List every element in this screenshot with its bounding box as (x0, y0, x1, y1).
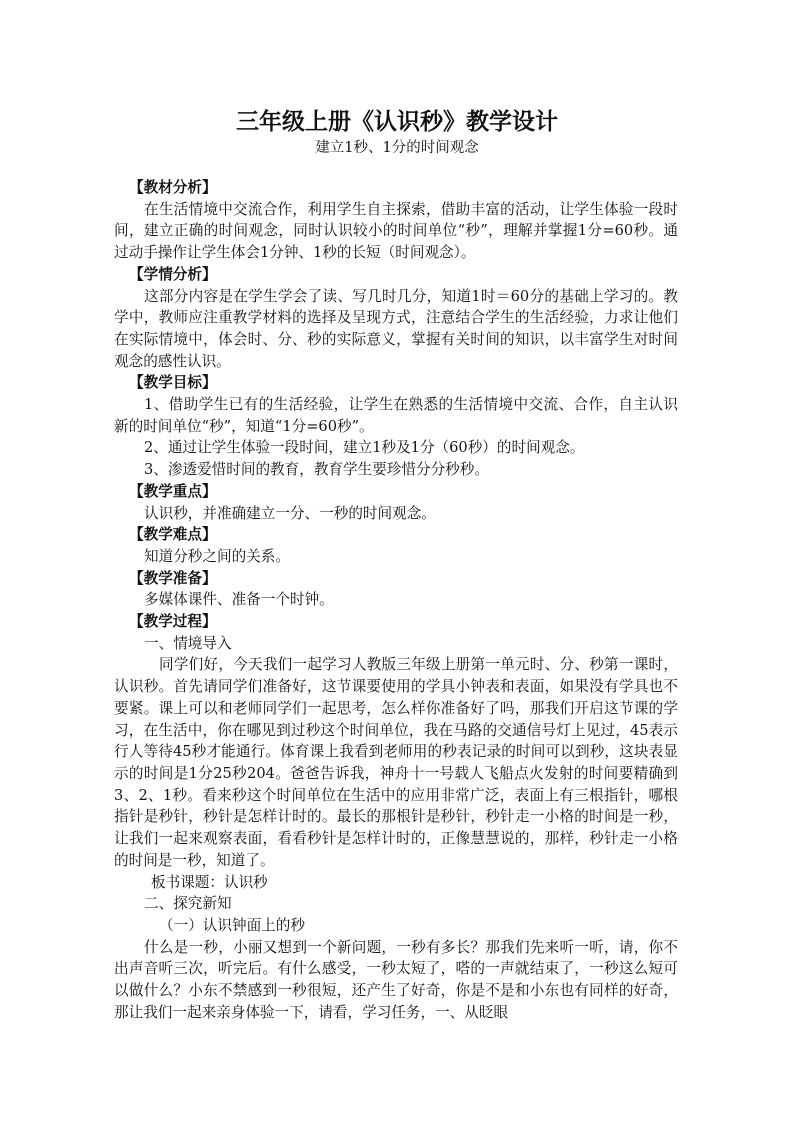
document-title: 三年级上册《认识秒》教学设计 (236, 108, 558, 135)
section-heading-difficulties: 【教学难点】 (129, 526, 217, 544)
paragraph-one-second: 什么是一秒，小丽又想到一个新问题，一秒有多长？那我们先来听一听，请，你不出声音听三次，听完后。有什么感受，一秒太短了，嗒的一声就结束了，一秒这么短可以做什么？小东不禁感到一秒很短，还产生了好奇，你是不是和小东也有同样的好奇，那让我们一起来亲身体验一下，请看，学习任务，一、从眨眼 (114, 938, 678, 1021)
document-body (114, 177, 678, 1023)
section-heading-key-points: 【教学重点】 (129, 482, 217, 500)
part-heading-introduction: 一、情境导入 (144, 634, 232, 652)
board-title-line: 板书课题：认识秒 (151, 873, 268, 891)
paragraph-introduction: 同学们好，今天我们一起学习人教版三年级上册第一单元时、分、秒第一课时，认识秒。首先请同学们准备好，这节课要使用的学具小钟表和表面，如果没有学具也不要紧。课上可以和老师同学们一起思考，怎么样你准备好了吗，那我们开启这节课的学习，在生活中，你在哪见到过秒这个时间单位，我在马路的交通信号灯上见过，45表示行人等待45秒才能通行。体育课上我看到老师用的秒表记录的时间可以到秒，这块表显示的时间是1分25秒204。爸爸告诉我，神舟十一号载人飞船点火发射的时间要精确到3、2、1秒。看来秒这个时间单位在生活中的应用非常广泛，表面上有三根指针，哪根指针是秒针，秒针是怎样计时的。最长的那根针是秒针，秒针走一小格的时间是一秒，让我们一起来观察表面，看看秒针是怎样计时的，正像慧慧说的，那样，秒针走一小格的时间是一秒，知道了。 (114, 656, 678, 869)
goal-item-3: 3、渗透爱惜时间的教育，教育学生要珍惜分分秒秒。 (144, 461, 489, 479)
paragraph-student-analysis: 这部分内容是在学生学会了读、写几时几分，知道1时＝60分的基础上学习的。教学中，教师应注重教学材料的选择及呈现方式，注意结合学生的生活经验，力求让他们在实际情境中，体会时、分、秒的实际意义，掌握有关时间的知识，以丰富学生对时间观念的感性认识。 (114, 287, 678, 370)
paragraph-preparation: 多媒体课件、准备一个时钟。 (144, 591, 334, 609)
subheading-clock-second: （一）认识钟面上的秒 (159, 916, 305, 934)
section-heading-preparation: 【教学准备】 (129, 569, 217, 587)
section-heading-textbook-analysis: 【教材分析】 (129, 179, 217, 196)
paragraph-difficulties: 知道分秒之间的关系。 (144, 547, 290, 565)
section-heading-teaching-goals: 【教学目标】 (129, 374, 217, 392)
section-heading-teaching-process: 【教学过程】 (129, 613, 217, 631)
goal-item-1: 1、借助学生已有的生活经验，让学生在熟悉的生活情境中交流、合作，自主认识新的时间单位“秒”，知道“1分=60秒”。 (114, 396, 678, 435)
paragraph-textbook-analysis: 在生活情境中交流合作，利用学生自主探索，借助丰富的活动，让学生体验一段时间，建立正确的时间观念，同时认识较小的时间单位“秒”，理解并掌握1分=60秒。通过动手操作让学生体会1分钟、1秒的长短（时间观念）。 (114, 200, 678, 262)
paragraph-key-points: 认识秒，并准确建立一分、一秒的时间观念。 (144, 504, 436, 522)
goal-item-2: 2、通过让学生体验一段时间，建立1秒及1分（60秒）的时间观念。 (144, 439, 585, 457)
document-subtitle: 建立1秒、1分的时间观念 (315, 140, 479, 156)
part-heading-explore: 二、探究新知 (144, 895, 232, 913)
section-heading-student-analysis: 【学情分析】 (129, 265, 217, 283)
